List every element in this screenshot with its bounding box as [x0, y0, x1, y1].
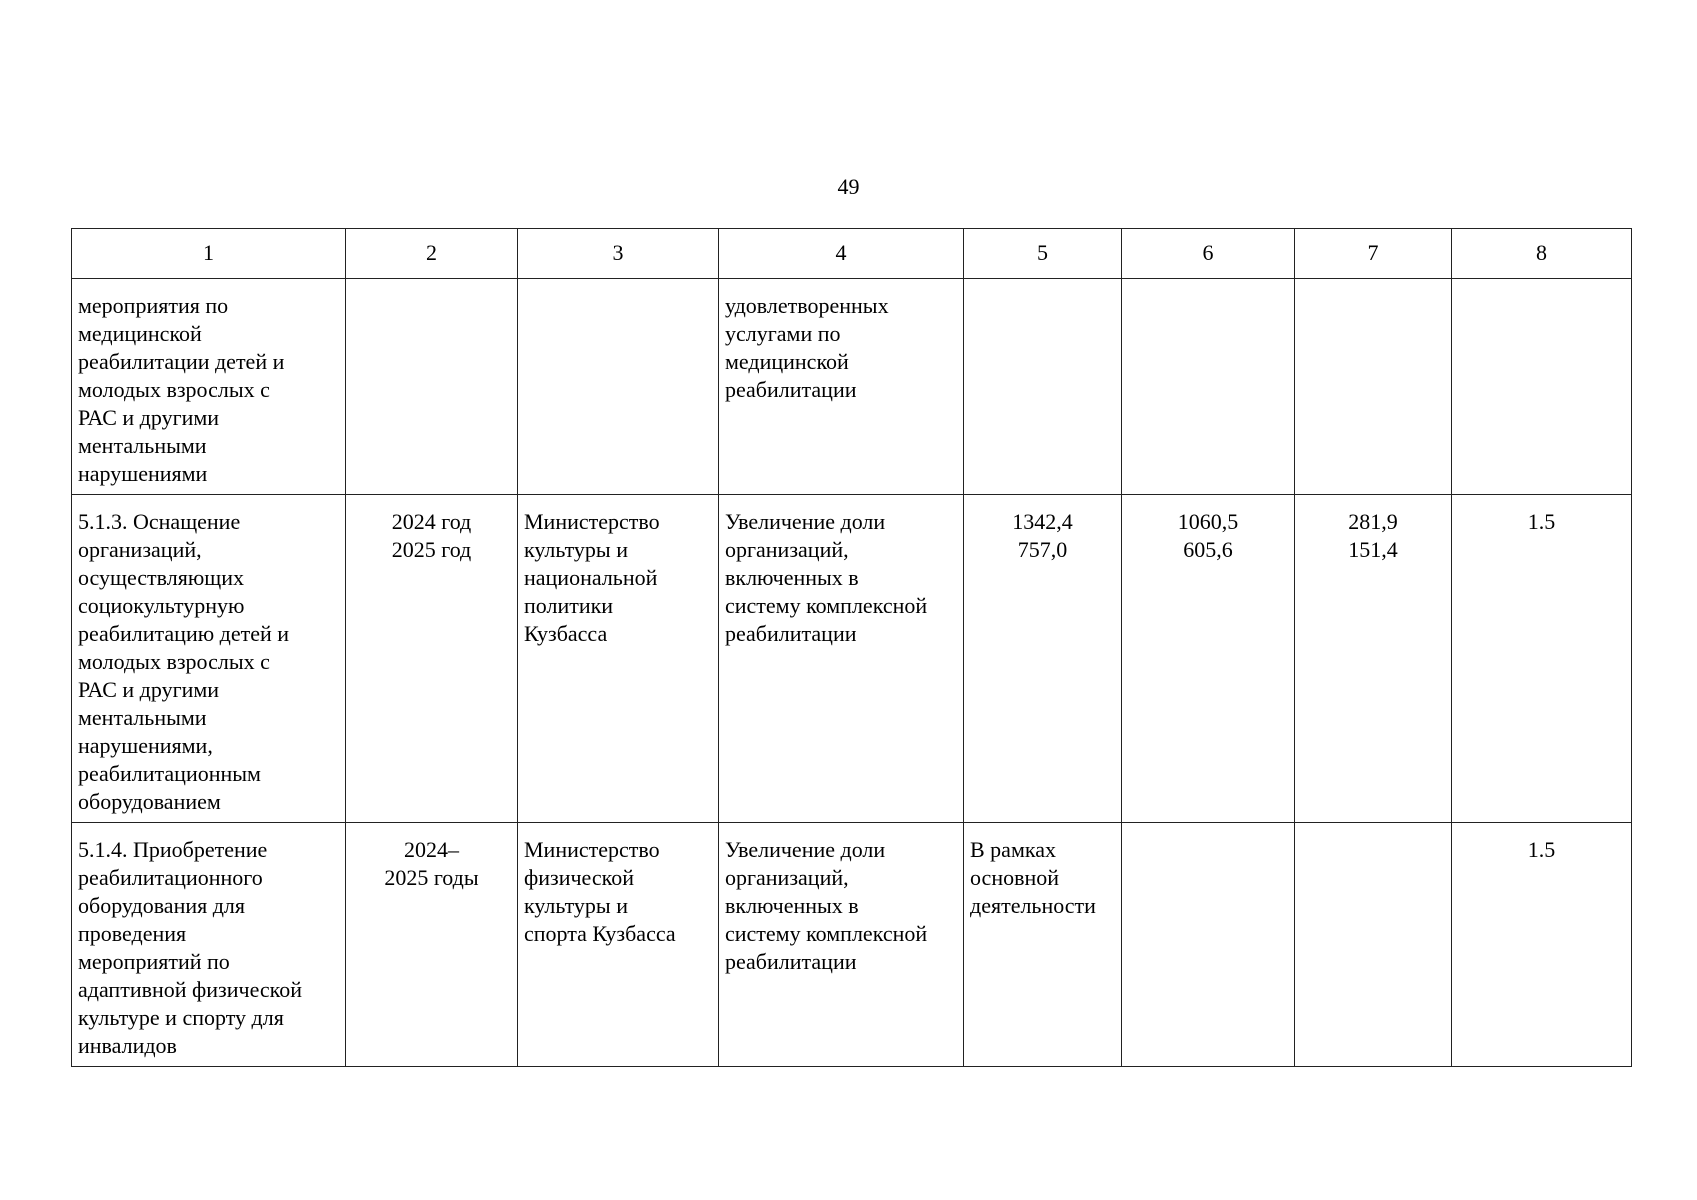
cell-line: 5.1.4. Приобретение	[78, 837, 268, 862]
cell-text	[1458, 836, 1625, 864]
executor-cell	[518, 495, 719, 823]
cell-line: мероприятия по	[78, 293, 229, 318]
cell-line: организаций,	[725, 865, 849, 890]
cell-line: реабилитации	[725, 377, 857, 402]
cell-line: нарушениями,	[78, 733, 213, 758]
column-header-7: 7	[1295, 229, 1452, 279]
cell-line: реабилитацию детей и	[78, 621, 290, 646]
cell-line: физической	[524, 865, 634, 890]
cell-line: 1.5	[1527, 837, 1556, 862]
funding-total-cell	[964, 823, 1122, 1067]
period-cell	[346, 279, 518, 495]
cell-line: 2024–	[404, 837, 459, 862]
cell-line: инвалидов	[78, 1033, 177, 1058]
funding-total-cell	[964, 279, 1122, 495]
cell-line: 151,4	[1348, 537, 1398, 562]
document-table	[71, 228, 1632, 1067]
executor-cell	[518, 279, 719, 495]
cell-line: включенных в	[725, 565, 859, 590]
activity-cell	[72, 823, 346, 1067]
cell-line: реабилитационным	[78, 761, 261, 786]
cell-text	[1458, 508, 1625, 536]
table-row	[72, 823, 1632, 1067]
cell-line: услугами по	[725, 321, 841, 346]
cell-line: нарушениями	[78, 461, 208, 486]
column-header-6: 6	[1122, 229, 1295, 279]
column-header-1: 1	[72, 229, 346, 279]
cell-line: РАС и другими	[78, 405, 220, 430]
cell-line: реабилитационного	[78, 865, 263, 890]
cell-text	[78, 292, 339, 488]
page-number: 49	[837, 174, 860, 199]
reference-cell	[1452, 823, 1632, 1067]
funding-total-cell	[964, 495, 1122, 823]
cell-line: оборудования для	[78, 893, 246, 918]
period-cell	[346, 823, 518, 1067]
table-row	[72, 279, 1632, 495]
column-header-8: 8	[1452, 229, 1632, 279]
cell-line: систему комплексной	[725, 593, 928, 618]
cell-text	[970, 836, 1115, 920]
cell-line: 2025 год	[391, 537, 472, 562]
cell-text	[1301, 508, 1445, 564]
cell-line: политики	[524, 593, 614, 618]
cell-line: мероприятий по	[78, 949, 230, 974]
cell-text	[524, 836, 712, 948]
cell-line: удовлетворенных	[725, 293, 889, 318]
cell-line: культуры и	[524, 893, 628, 918]
cell-text	[1128, 508, 1288, 564]
funding-col6-cell	[1122, 823, 1295, 1067]
cell-line: 605,6	[1183, 537, 1233, 562]
cell-line: 281,9	[1348, 509, 1398, 534]
cell-line: деятельности	[970, 893, 1096, 918]
cell-text	[524, 508, 712, 648]
cell-line: осуществляющих	[78, 565, 244, 590]
funding-col7-cell	[1295, 823, 1452, 1067]
cell-line: 1060,5	[1177, 509, 1239, 534]
cell-line: организаций,	[725, 537, 849, 562]
cell-line: реабилитации	[725, 949, 857, 974]
cell-line: 1.5	[1527, 509, 1556, 534]
cell-line: организаций,	[78, 537, 202, 562]
cell-line: включенных в	[725, 893, 859, 918]
cell-line: Министерство	[524, 837, 660, 862]
activity-cell	[72, 279, 346, 495]
funding-col6-cell	[1122, 495, 1295, 823]
cell-line: адаптивной физической	[78, 977, 303, 1002]
cell-line: оборудованием	[78, 789, 221, 814]
column-header-4: 4	[719, 229, 964, 279]
cell-line: 5.1.3. Оснащение	[78, 509, 241, 534]
cell-line: Министерство	[524, 509, 660, 534]
cell-line: медицинской	[725, 349, 849, 374]
cell-line: РАС и другими	[78, 677, 220, 702]
cell-line: 2025 годы	[384, 865, 479, 890]
reference-cell	[1452, 279, 1632, 495]
cell-line: систему комплексной	[725, 921, 928, 946]
cell-line: Увеличение доли	[725, 837, 886, 862]
cell-text	[725, 508, 957, 648]
cell-line: молодых взрослых с	[78, 649, 270, 674]
cell-line: 757,0	[1017, 537, 1068, 562]
cell-line: ментальными	[78, 433, 207, 458]
cell-line: Увеличение доли	[725, 509, 886, 534]
cell-line: социокультурную	[78, 593, 245, 618]
cell-line: В рамках	[970, 837, 1056, 862]
funding-col6-cell	[1122, 279, 1295, 495]
cell-line: культуре и спорту для	[78, 1005, 284, 1030]
cell-text	[970, 508, 1115, 564]
result-cell	[719, 279, 964, 495]
reference-cell	[1452, 495, 1632, 823]
cell-line: спорта Кузбасса	[524, 921, 676, 946]
period-cell	[346, 495, 518, 823]
cell-text	[352, 836, 511, 892]
cell-line: культуры и	[524, 537, 628, 562]
column-header-2: 2	[346, 229, 518, 279]
cell-line: национальной	[524, 565, 658, 590]
column-header-3: 3	[518, 229, 719, 279]
cell-line: молодых взрослых с	[78, 377, 270, 402]
cell-line: проведения	[78, 921, 187, 946]
cell-line: реабилитации детей и	[78, 349, 285, 374]
funding-col7-cell	[1295, 495, 1452, 823]
cell-line: медицинской	[78, 321, 202, 346]
cell-text	[725, 836, 957, 976]
cell-text	[78, 508, 339, 816]
cell-text	[78, 836, 339, 1060]
cell-line: 1342,4	[1012, 509, 1073, 534]
activity-cell	[72, 495, 346, 823]
result-cell	[719, 823, 964, 1067]
cell-line: ментальными	[78, 705, 207, 730]
header-row	[72, 229, 1632, 279]
column-header-5: 5	[964, 229, 1122, 279]
funding-col7-cell	[1295, 279, 1452, 495]
cell-line: реабилитации	[725, 621, 857, 646]
result-cell	[719, 495, 964, 823]
cell-line: основной	[970, 865, 1060, 890]
cell-text	[352, 508, 511, 564]
cell-text	[725, 292, 957, 404]
executor-cell	[518, 823, 719, 1067]
cell-line: 2024 год	[391, 509, 472, 534]
table-row	[72, 495, 1632, 823]
cell-line: Кузбасса	[524, 621, 608, 646]
